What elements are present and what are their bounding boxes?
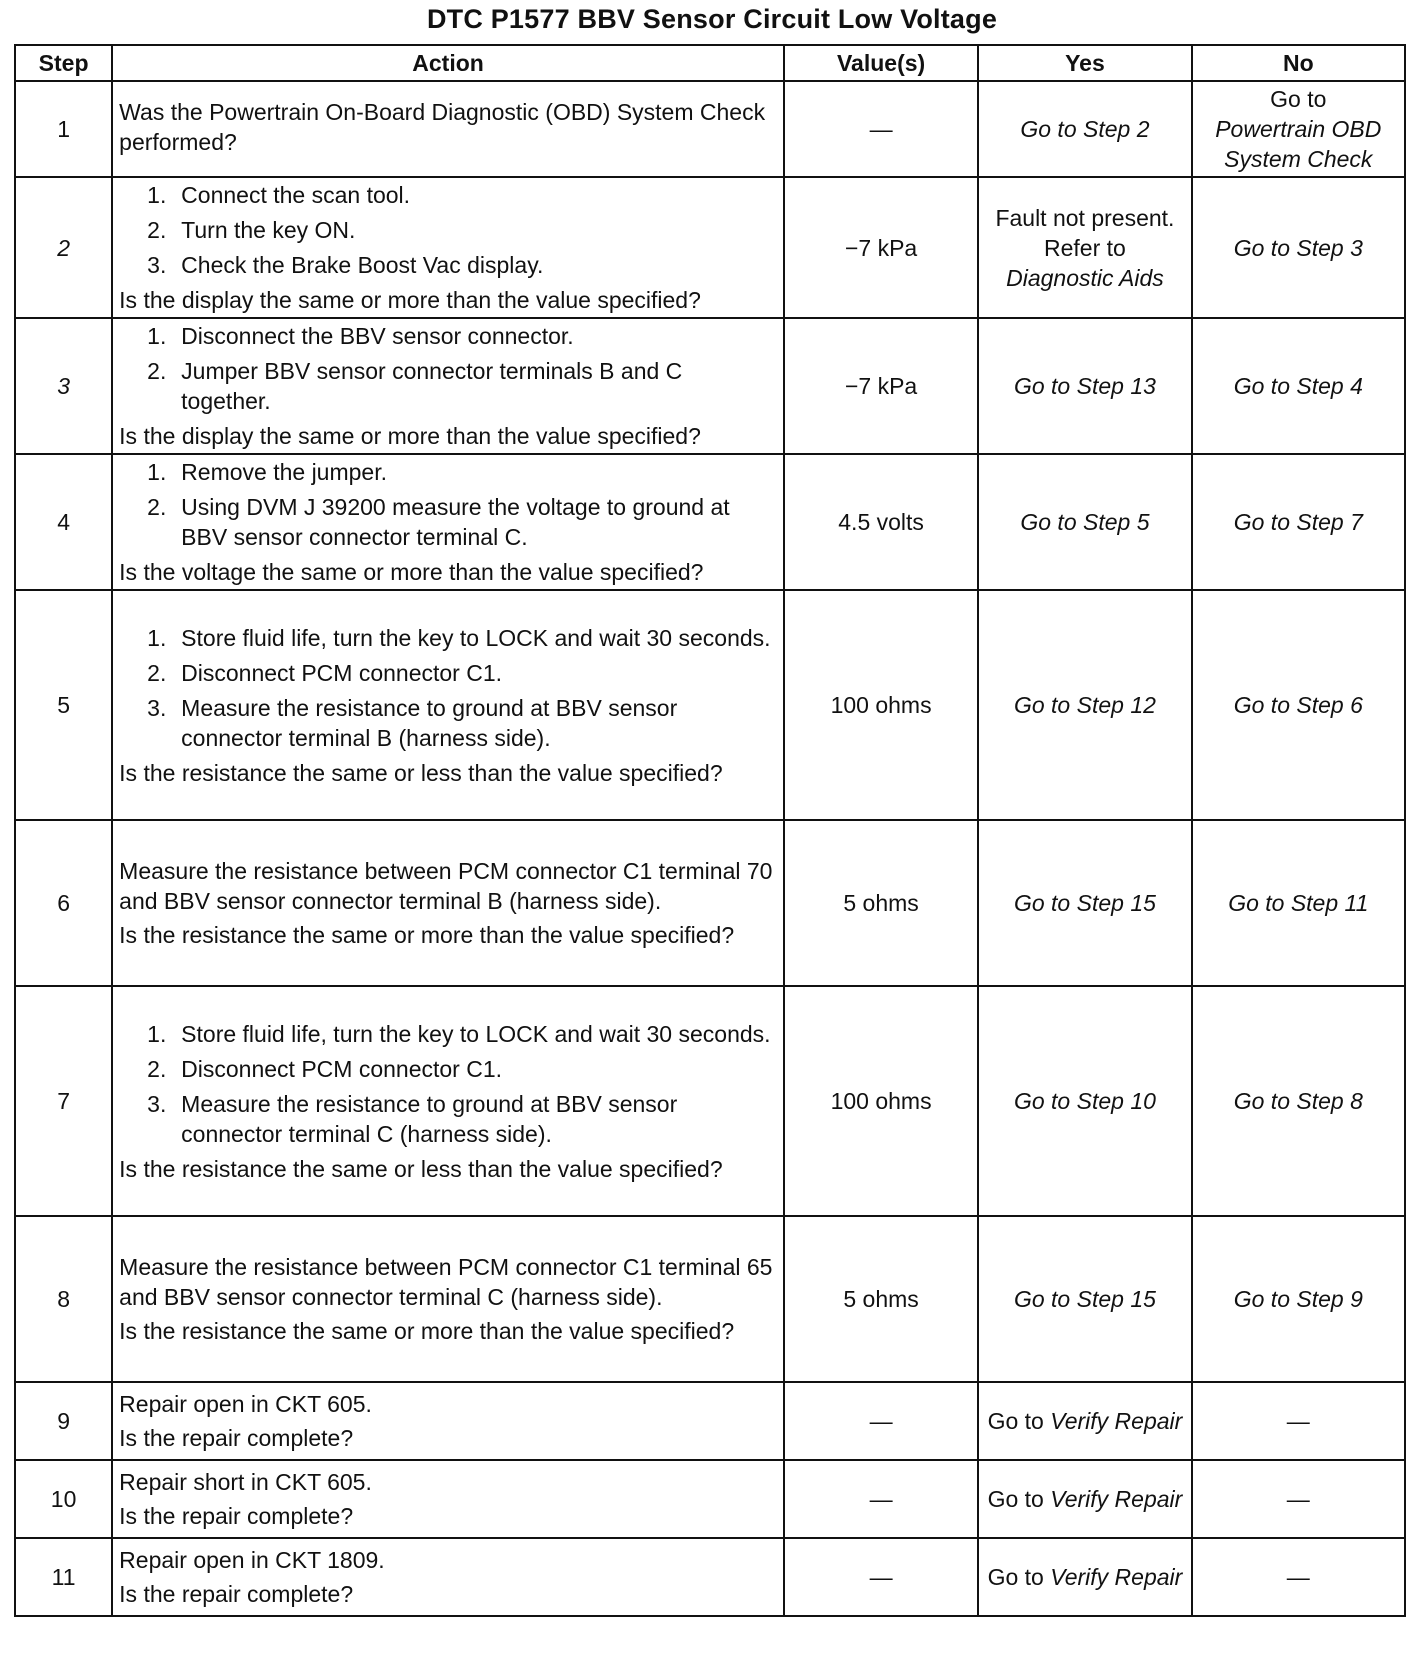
action-step: 3. Measure the resistance to ground at BBV sensor connector terminal B (harness side).: [147, 694, 678, 751]
document-title: DTC P1577 BBV Sensor Circuit Low Voltage: [426, 4, 998, 34]
action-step: 2. Disconnect PCM connector C1.: [147, 659, 503, 686]
yes-cell: Go to Step 10: [978, 986, 1191, 1216]
yes-link: Diagnostic Aids: [1006, 264, 1164, 291]
step-number: 6: [15, 820, 112, 986]
action-cell: [112, 820, 784, 986]
action-steps: [119, 1019, 777, 1149]
action-step: 3. Check the Brake Boost Vac display.: [147, 252, 544, 278]
action-cell: [112, 1382, 784, 1460]
action-question: Is the resistance the same or less than the value specified?: [119, 1155, 723, 1182]
action-step: 2. Jumper BBV sensor connector terminals B and C together.: [147, 358, 683, 414]
table-row: [15, 454, 1405, 590]
table-row: [15, 1538, 1405, 1616]
table-row: [15, 590, 1405, 820]
action-text: Repair open in CKT 1809.: [119, 1547, 385, 1573]
yes-cell: Go to Step 15: [978, 1216, 1191, 1382]
header-step: Step: [15, 45, 112, 81]
yes-cell: [978, 177, 1191, 318]
header-yes: Yes: [978, 45, 1191, 81]
no-cell: Go to Step 9: [1192, 1216, 1405, 1382]
action-steps: [119, 180, 777, 280]
value-cell: 100 ohms: [784, 986, 978, 1216]
no-cell: Go to Step 4: [1192, 318, 1405, 454]
action-cell: [112, 1460, 784, 1538]
step-number: 7: [15, 986, 112, 1216]
no-link: Powertrain OBD System Check: [1215, 116, 1382, 172]
step-number: 5: [15, 590, 112, 820]
yes-cell: Go to Step 2: [978, 81, 1191, 177]
action-question: Is the resistance the same or less than the value specified?: [119, 759, 723, 786]
table-row: [15, 1382, 1405, 1460]
yes-text: Fault not present.: [995, 204, 1175, 231]
value-cell: −7 kPa: [784, 177, 978, 318]
yes-cell: [978, 1460, 1191, 1538]
table-row: [15, 81, 1405, 177]
step-number: 2: [15, 177, 112, 318]
step-number: 11: [15, 1538, 112, 1616]
yes-cell: Go to Step 13: [978, 318, 1191, 454]
action-question: Is the repair complete?: [119, 1503, 354, 1529]
yes-cell: Go to Step 5: [978, 454, 1191, 590]
step-number: 3: [15, 318, 112, 454]
value-cell: 4.5 volts: [784, 454, 978, 590]
table-row: [15, 318, 1405, 454]
action-cell: [112, 1538, 784, 1616]
action-cell: [112, 318, 784, 454]
action-cell: [112, 986, 784, 1216]
action-cell: [112, 1216, 784, 1382]
action-cell: [112, 81, 784, 177]
value-cell: —: [784, 1382, 978, 1460]
action-step: 2. Turn the key ON.: [147, 217, 356, 243]
no-cell: Go to Step 7: [1192, 454, 1405, 590]
action-question: Is the repair complete?: [119, 1581, 354, 1607]
diagnostic-table: [14, 44, 1406, 1617]
action-question: Is the display the same or more than the value specified?: [119, 287, 701, 313]
action-text: Measure the resistance between PCM connector C1 terminal 65 and BBV sensor connector terminal C (harness side).: [119, 1254, 773, 1310]
header-action: Action: [112, 45, 784, 81]
action-step: 3. Measure the resistance to ground at BBV sensor connector terminal C (harness side).: [147, 1090, 678, 1147]
step-number: 9: [15, 1382, 112, 1460]
action-step: 2. Using DVM J 39200 measure the voltage to ground at BBV sensor connector terminal C.: [147, 494, 730, 550]
value-cell: —: [784, 1460, 978, 1538]
yes-text: Go to: [987, 1408, 1051, 1434]
yes-text: Go to: [987, 1564, 1051, 1590]
value-cell: −7 kPa: [784, 318, 978, 454]
yes-text: Go to: [987, 1486, 1051, 1512]
action-question: Is the resistance the same or more than the value specified?: [119, 922, 735, 948]
step-number: 10: [15, 1460, 112, 1538]
action-steps: [119, 321, 777, 416]
yes-text: Refer to: [1044, 234, 1126, 261]
action-text: Repair short in CKT 605.: [119, 1469, 372, 1495]
action-step: 1. Store fluid life, turn the key to LOCK and wait 30 seconds.: [147, 1020, 771, 1047]
table-header-row: [15, 45, 1405, 81]
yes-link: Verify Repair: [1050, 1486, 1183, 1512]
yes-cell: [978, 1382, 1191, 1460]
action-step: 2. Disconnect PCM connector C1.: [147, 1055, 503, 1082]
action-step: 1. Store fluid life, turn the key to LOCK and wait 30 seconds.: [147, 624, 771, 651]
action-question: Is the voltage the same or more than the value specified?: [119, 559, 704, 585]
yes-link: Verify Repair: [1050, 1408, 1183, 1434]
no-cell: —: [1192, 1382, 1405, 1460]
header-no: No: [1192, 45, 1405, 81]
action-steps: [119, 623, 777, 753]
action-text: Was the Powertrain On-Board Diagnostic (OBD) System Check performed?: [119, 99, 766, 155]
action-question: Is the repair complete?: [119, 1425, 354, 1451]
no-text: Go to: [1270, 86, 1327, 112]
no-cell: [1192, 81, 1405, 177]
step-number: 1: [15, 81, 112, 177]
yes-cell: Go to Step 15: [978, 820, 1191, 986]
no-cell: —: [1192, 1460, 1405, 1538]
table-row: [15, 1216, 1405, 1382]
table-row: [15, 1460, 1405, 1538]
no-cell: Go to Step 11: [1192, 820, 1405, 986]
action-step: 1. Connect the scan tool.: [147, 182, 411, 208]
action-question: Is the display the same or more than the value specified?: [119, 423, 701, 449]
yes-cell: Go to Step 12: [978, 590, 1191, 820]
no-cell: —: [1192, 1538, 1405, 1616]
table-row: [15, 177, 1405, 318]
action-step: 1. Disconnect the BBV sensor connector.: [147, 323, 574, 349]
table-row: [15, 986, 1405, 1216]
step-number: 8: [15, 1216, 112, 1382]
value-cell: —: [784, 1538, 978, 1616]
value-cell: 5 ohms: [784, 1216, 978, 1382]
yes-cell: [978, 1538, 1191, 1616]
no-cell: Go to Step 6: [1192, 590, 1405, 820]
action-question: Is the resistance the same or more than the value specified?: [119, 1318, 735, 1344]
value-cell: 5 ohms: [784, 820, 978, 986]
table-row: [15, 820, 1405, 986]
action-steps: [119, 457, 777, 552]
no-cell: Go to Step 3: [1192, 177, 1405, 318]
yes-link: Verify Repair: [1050, 1564, 1183, 1590]
no-cell: Go to Step 8: [1192, 986, 1405, 1216]
action-text: Repair open in CKT 605.: [119, 1391, 372, 1417]
action-step: 1. Remove the jumper.: [147, 459, 387, 485]
step-number: 4: [15, 454, 112, 590]
value-cell: 100 ohms: [784, 590, 978, 820]
value-cell: —: [784, 81, 978, 177]
action-cell: [112, 590, 784, 820]
action-cell: [112, 177, 784, 318]
action-text: Measure the resistance between PCM connector C1 terminal 70 and BBV sensor connector terminal B (harness side).: [119, 858, 773, 914]
action-cell: [112, 454, 784, 590]
header-values: Value(s): [784, 45, 978, 81]
